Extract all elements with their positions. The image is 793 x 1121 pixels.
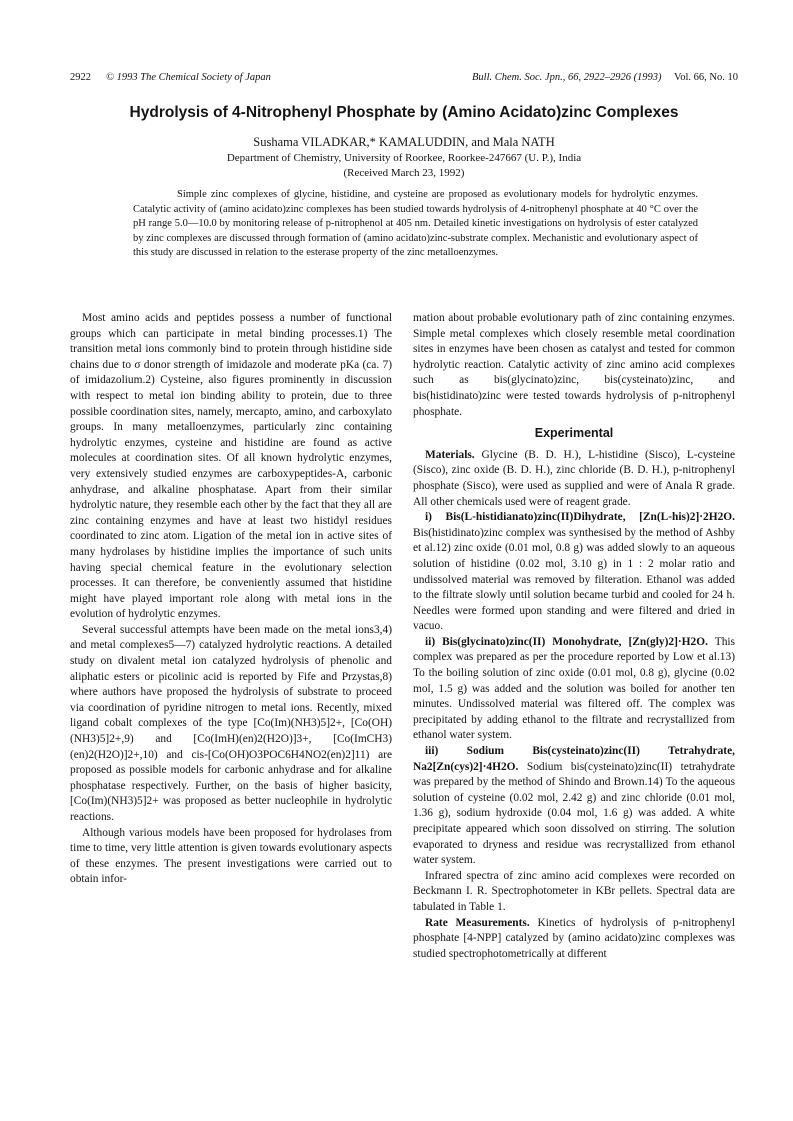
affiliation: Department of Chemistry, University of Roorkee, Roorkee-247667 (U. P.), India: [226, 152, 582, 164]
materials-text: Glycine (B. D. H.), L-histidine (Sisco), L-cysteine (Sisco), zinc oxide (B. D. H.), zinc chloride (B. D. H.), p-nitrophenyl phosphate (Sisco), were used as supplied and were of Anala R grade. All other chemicals used were of reagent grade.: [413, 448, 735, 508]
page-number: 2922: [70, 72, 91, 83]
intro-paragraph-1: Most amino acids and peptides possess a number of functional groups which can participate in metal binding processes.1) The transition metal ions commonly bind to protein through histidine side chains due to σ donor strength of imidazole and moderate pKa (ca. 7) of imidazolium.2) Cysteine, also figures prominently in discussion with respect to metal ion binding ability to protein, due to three possible coordination sites, namely, mercapto, amino, and carboxylato groups. In many metalloenzymes, particularly zinc containing hydrolytic enzymes, cysteine and histidine are found as active molecules at coordination sites. Of all known hydrolytic enzymes, very extensively studied enzymes are carboxypeptides-A, carbonic anhydrase, and alkaline phosphatase. Apart from their similar hydrolytic nature, they resemble each other by the fact that they all are zinc containing enzymes and have at least two histidyl residues coordinated to zinc atom. Ligation of the metal ion in active sites of many hydrolases by histidine implies the importance of such units having special chemical feature in the evolutionary selection processes. It can therefore, be conveniently assumed that histidine might have played important role along with metal ions in the evolution of hydrolytic enzymes.: [70, 312, 392, 621]
rate-text: Kinetics of hydrolysis of p-nitrophenyl phosphate [4-NPP] catalyzed by (amino acidato)zinc complexes was studied spectrophotometrically at different: [413, 916, 735, 960]
synthesis-item-3-text: Sodium bis(cysteinato)zinc(II) tetrahydrate was prepared by the method of Shindo and Brown.14) To the aqueous solution of cysteine (0.02 mol, 2.42 g) and zinc chloride (0.01 mol, 1.36 g), sodium hydroxide (0.04 mol, 1.6 g) was added. A white precipitate appeared which soon dissolved on stirring. The solution evaporated to dryness and residue was recrystallized from ethanol water system.: [413, 760, 735, 867]
right-column: [413, 311, 735, 962]
synthesis-item-2-text: This complex was prepared as per the procedure reported by Low et al.13) To the boiling solution of zinc oxide (0.01 mol, 0.8 g), glycine (0.02 mol, 1.5 g) was added and the solution was boiled for another ten minutes. Undissolved material was filtered off. The complex was precipitated by adding ethanol to the filtrate and recrystallized from ethanol water system.: [413, 635, 735, 742]
synthesis-item-1: [413, 510, 735, 635]
synthesis-item-1-text: Bis(histidinato)zinc complex was synthesised by the method of Ashby et al.12) zinc oxide (0.01 mol, 0.8 g) was added slowly to an aqueous solution of histidine (0.02 mol, 3.10 g) in 1 : 2 molar ratio and undissolved material was removed by filteration. Ethanol was added to the filtrate slowly until solution became turbid and cooled for 24 h. Needles were formed upon standing and were filtered and dried in vacuo.: [413, 526, 735, 633]
intro-paragraph-3: Although various models have been proposed for hydrolases from time to time, very little attention is given towards evolutionary aspects of these enzymes. The present investigations were carried out to obtain infor-: [70, 826, 392, 886]
rate-paragraph: [413, 916, 735, 963]
received-date: (Received March 23, 1992): [343, 167, 465, 179]
article-title: Hydrolysis of 4-Nitrophenyl Phosphate by (Amino Acidato)zinc Complexes: [129, 104, 679, 121]
intro-paragraph-4: mation about probable evolutionary path of zinc containing enzymes. Simple metal complexes which closely resemble metal coordination sites in enzymes have been chosen as catalyst and tested for common hydrolytic reaction. Catalytic activity of zinc amino acid complexes such as bis(glycinato)zinc, bis(cysteinato)zinc, and bis(histidinato)zinc were tested towards hydrolysis of p-nitrophenyl phosphate.: [413, 312, 735, 418]
section-heading-experimental: Experimental: [534, 426, 614, 441]
intro-paragraph-2: Several successful attempts have been made on the metal ions3,4) and metal complexes5—7) catalyzed hydrolytic reactions. A detailed study on divalent metal ion catalyzed hydrolysis of phenolic and aliphatic esters or picolinic acid is reported by Fife and Przystas,8) where authors have proposed the hydrolysis of substrate to proceed via coordination of pyridine nitrogen to metal ions. Recently, mixed ligand cobalt complexes of the type [Co(Im)(NH3)5]2+, [Co(OH)(NH3)5]2+,9) and [Co(ImH)(en)2(H2O)]3+, [Co(ImCH3)(en)2(H2O)]2+,10) and cis-[Co(OH)O3POC6H4NO2(en)2]11) are proposed as possible models for carbonic anhydrase and for alkaline phosphatase respectively. Further, on the basis of higher basicity, [Co(Im)(NH3)5]2+ was proposed as better nucleophile in hydrolytic reactions.: [70, 623, 392, 823]
volume-issue: Vol. 66, No. 10: [674, 72, 738, 83]
synthesis-item-1-heading: i) Bis(L-histidianato)zinc(II)Dihydrate, [Zn(L-his)2]·2H2O.: [425, 511, 735, 524]
abstract: Simple zinc complexes of glycine, histidine, and cysteine are proposed as evolutionary models for hydrolytic enzymes. Catalytic activity of (amino acidato)zinc complexes has been studied towards hydrolysis of 4-nitrophenyl phosphate at 40 °C over the pH range 5.0—10.0 by monitoring release of p-nitrophenol at 405 nm. Detailed kinetic investigations on hydrolysis of ester catalyzed by zinc complexes are discussed through formation of (amino acidato)zinc-substrate complex. Mechanistic and evolutionary aspect of this study are discussed in relation to the esterase property of the zinc metalloenzymes.: [133, 189, 698, 259]
synthesis-item-3-heading: iii) Sodium Bis(cysteinato)zinc(II) Tetrahydrate, Na2[Zn(cys)2]·4H2O.: [413, 745, 735, 773]
ir-paragraph: Infrared spectra of zinc amino acid complexes were recorded on Beckmann I. R. Spectrophotometer in KBr pellets. Spectral data are tabulated in Table 1.: [413, 869, 735, 913]
author-list: Sushama VILADKAR,* KAMALUDDIN, and Mala NATH: [253, 135, 555, 149]
synthesis-item-2-heading: ii) Bis(glycinato)zinc(II) Monohydrate, [Zn(gly)2]·H2O.: [425, 635, 708, 648]
synthesis-item-3: [413, 744, 735, 869]
rate-heading: Rate Measurements.: [425, 916, 530, 929]
left-column: [70, 311, 392, 888]
running-header: [70, 72, 738, 88]
journal-citation: Bull. Chem. Soc. Jpn., 66, 2922–2926 (1993): [472, 72, 662, 83]
materials-heading: Materials.: [425, 448, 475, 461]
materials-paragraph: [413, 448, 735, 510]
synthesis-item-2: [413, 635, 735, 744]
copyright-notice: © 1993 The Chemical Society of Japan: [106, 72, 271, 83]
